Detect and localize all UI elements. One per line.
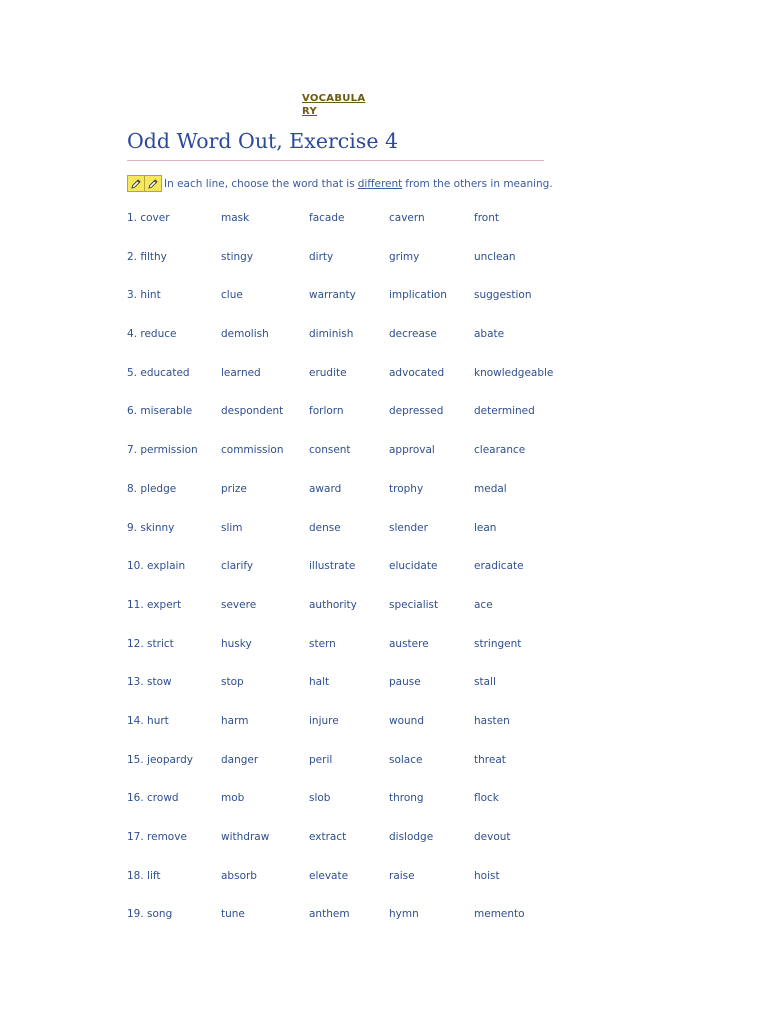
row-keyword: 17. remove [127, 831, 187, 843]
exercise-row [127, 753, 587, 792]
word-option: stop [221, 676, 244, 689]
instruction-text-before: In each line, choose the word that is [164, 177, 355, 190]
row-keyword: 13. stow [127, 676, 172, 689]
word-option: stall [474, 676, 496, 689]
exercise-row [127, 869, 587, 908]
word-option: flock [474, 792, 499, 805]
word-option: injure [309, 714, 339, 727]
word-option: demolish [221, 328, 269, 341]
exercise-row [127, 404, 587, 443]
title-divider [127, 160, 544, 161]
word-option: hasten [474, 714, 510, 727]
word-option: lean [474, 521, 497, 534]
word-option: learned [221, 366, 261, 379]
exercise-row [127, 366, 587, 405]
exercise-list [127, 211, 587, 946]
row-keyword: 7. permission [127, 444, 198, 457]
exercise-row [127, 521, 587, 560]
word-option: elucidate [389, 560, 438, 573]
word-option: danger [221, 753, 259, 766]
exercise-row [127, 443, 587, 482]
row-keyword: 8. pledge [127, 482, 177, 495]
word-option: halt [309, 676, 330, 689]
exercise-row [127, 598, 587, 637]
exercise-row [127, 250, 587, 289]
word-option: specialist [389, 598, 439, 611]
word-option: knowledgeable [474, 366, 554, 379]
word-option: trophy [389, 482, 424, 495]
row-keyword: 18. lift [127, 869, 161, 882]
word-option: withdraw [221, 831, 270, 843]
row-keyword: 11. expert [127, 598, 182, 611]
word-option: dirty [309, 250, 334, 263]
word-option: stingy [221, 250, 254, 263]
page-title: Odd Word Out, Exercise 4 [127, 129, 399, 153]
row-keyword: 14. hurt [127, 714, 169, 727]
word-option: depressed [389, 405, 444, 418]
word-option: absorb [221, 869, 257, 882]
word-option: ace [474, 598, 493, 611]
word-option: wound [389, 714, 424, 727]
word-option: stringent [474, 637, 522, 650]
word-option: commission [221, 444, 284, 457]
pencil-icon[interactable] [144, 176, 161, 191]
row-keyword: 9. skinny [127, 521, 175, 534]
row-keyword: 1. cover [127, 212, 170, 224]
word-option: cavern [389, 212, 425, 224]
word-option: approval [389, 444, 435, 457]
row-keyword: 12. strict [127, 637, 174, 650]
instruction-text-after: from the others in meaning. [405, 177, 553, 190]
row-keyword: 2. filthy [127, 250, 167, 263]
vocabulary-link[interactable]: VOCABULARY [302, 93, 366, 117]
exercise-row [127, 830, 587, 869]
word-option: peril [309, 753, 333, 766]
row-keyword: 10. explain [127, 560, 186, 573]
word-option: throng [389, 792, 424, 805]
word-option: eradicate [474, 560, 524, 573]
exercise-row [127, 637, 587, 676]
row-keyword: 15. jeopardy [127, 753, 193, 766]
exercise-row [127, 791, 587, 830]
word-option: slender [389, 521, 428, 534]
row-keyword: 19. song [127, 908, 173, 921]
word-option: implication [389, 289, 447, 302]
word-option: forlorn [309, 405, 344, 418]
exercise-row [127, 482, 587, 521]
word-option: tune [221, 908, 245, 921]
word-option: dense [309, 521, 341, 534]
word-option: dislodge [389, 831, 434, 843]
word-option: medal [474, 482, 507, 495]
word-option: advocated [389, 366, 445, 379]
word-option: decrease [389, 328, 437, 341]
word-option: threat [474, 753, 506, 766]
row-keyword: 5. educated [127, 366, 190, 379]
word-option: severe [221, 598, 257, 611]
word-option: clue [221, 289, 243, 302]
word-option: illustrate [309, 560, 356, 573]
word-option: stern [309, 637, 336, 650]
word-option: devout [474, 831, 511, 843]
word-option: extract [309, 831, 347, 843]
word-option: hoist [474, 869, 500, 882]
word-option: slim [221, 521, 243, 534]
pencil-icon[interactable] [128, 176, 144, 191]
word-option: clarify [221, 560, 254, 573]
row-keyword: 16. crowd [127, 792, 179, 805]
word-option: determined [474, 405, 535, 418]
word-option: harm [221, 714, 249, 727]
word-option: raise [389, 869, 415, 882]
word-option: elevate [309, 869, 349, 882]
word-option: anthem [309, 908, 350, 921]
row-keyword: 3. hint [127, 289, 161, 302]
row-keyword: 4. reduce [127, 328, 177, 341]
word-option: diminish [309, 328, 354, 341]
word-option: grimy [389, 250, 420, 263]
word-option: unclean [474, 250, 516, 263]
word-option: erudite [309, 366, 347, 379]
hint-buttons [127, 175, 162, 192]
different-link[interactable]: different [357, 177, 403, 190]
exercise-row [127, 714, 587, 753]
word-option: abate [474, 328, 505, 341]
word-option: prize [221, 482, 247, 495]
word-option: hymn [389, 908, 419, 921]
word-option: husky [221, 637, 252, 650]
word-option: austere [389, 637, 429, 650]
word-option: mask [221, 212, 250, 224]
word-option: clearance [474, 444, 526, 457]
word-option: slob [309, 792, 331, 805]
exercise-row [127, 327, 587, 366]
word-option: mob [221, 792, 245, 805]
exercise-row [127, 211, 587, 250]
word-option: consent [309, 444, 351, 457]
word-option: warranty [309, 289, 356, 302]
word-option: authority [309, 598, 357, 611]
word-option: solace [389, 753, 423, 766]
word-option: facade [309, 212, 345, 224]
word-option: despondent [221, 405, 284, 418]
row-keyword: 6. miserable [127, 405, 193, 418]
exercise-row [127, 675, 587, 714]
word-option: suggestion [474, 289, 532, 302]
word-option: front [474, 212, 499, 224]
exercise-row [127, 559, 587, 598]
exercise-row [127, 288, 587, 327]
exercise-row [127, 907, 587, 946]
word-option: award [309, 482, 342, 495]
instruction-line [127, 175, 553, 192]
word-option: pause [389, 676, 421, 689]
word-option: memento [474, 908, 525, 921]
